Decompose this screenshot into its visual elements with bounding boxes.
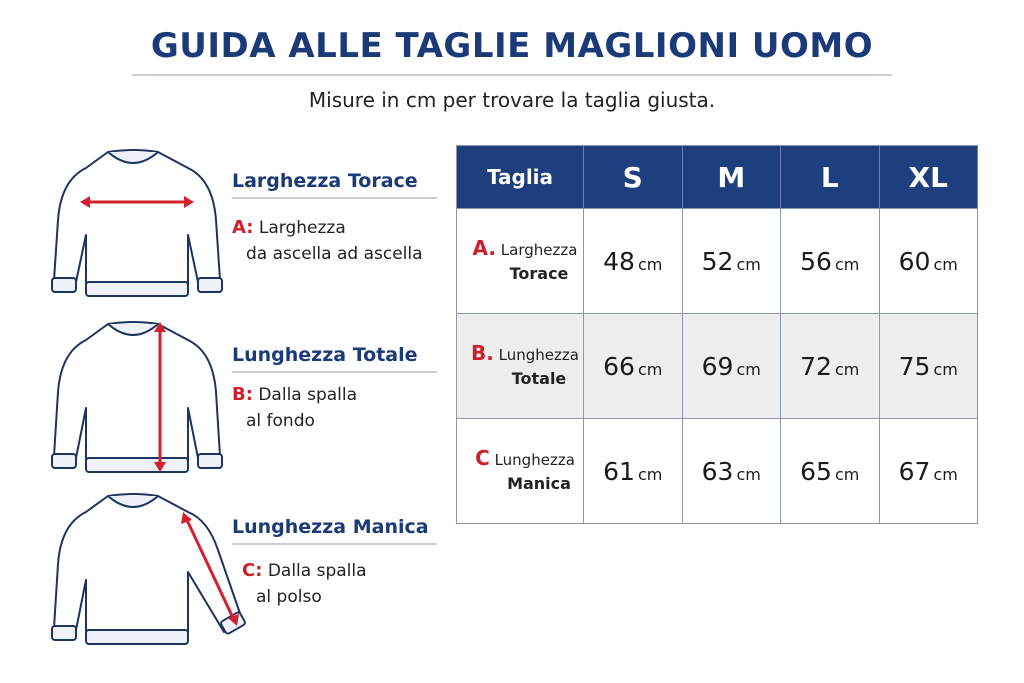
row-letter: B. [471, 341, 494, 365]
heading-divider [232, 371, 437, 373]
row-label: C Lunghezza Manica [457, 419, 584, 524]
sweater-total-length-icon [38, 318, 228, 478]
guide-letter: A [232, 217, 247, 238]
guide-description: C: Dalla spalla al polso [242, 558, 367, 610]
guide-heading: Larghezza Torace [232, 170, 418, 192]
guide-item-sleeve-length [0, 490, 445, 665]
table-cell: 66 cm [584, 314, 683, 419]
row-label: A. Larghezza Torace [457, 209, 584, 314]
row-letter: A. [472, 236, 496, 260]
table-cell: 65 cm [781, 419, 880, 524]
table-header-row [457, 146, 978, 209]
page-subtitle: Misure in cm per trovare la taglia giusta. [308, 88, 716, 112]
guide-line-2: da ascella ad ascella [246, 244, 423, 264]
page-title: GUIDA ALLE TAGLIE MAGLIONI UOMO [150, 26, 874, 66]
size-header-m: M [682, 146, 781, 209]
guide-line-2: al polso [256, 587, 322, 607]
heading-divider [232, 543, 437, 545]
table-cell: 63 cm [682, 419, 781, 524]
guide-description: B: Dalla spalla al fondo [232, 382, 357, 434]
guide-heading: Lunghezza Manica [232, 516, 429, 538]
table-row-total-length [457, 314, 978, 419]
size-header-l: L [781, 146, 880, 209]
guide-line-1: Dalla spalla [258, 385, 358, 405]
sweater-sleeve-length-icon [38, 490, 256, 650]
table-cell: 60 cm [879, 209, 978, 314]
guide-letter: C [242, 560, 256, 581]
table-row-sleeve-length [457, 419, 978, 524]
table-cell: 52 cm [682, 209, 781, 314]
table-cell: 69 cm [682, 314, 781, 419]
size-header-xl: XL [879, 146, 978, 209]
sweater-chest-width-icon [38, 140, 228, 305]
table-cell: 67 cm [879, 419, 978, 524]
guide-line-2: al fondo [246, 411, 315, 431]
guide-line-1: Larghezza [258, 218, 346, 238]
heading-divider [232, 197, 437, 199]
table-cell: 72 cm [781, 314, 880, 419]
size-chart-table [456, 145, 978, 524]
title-divider [132, 74, 892, 76]
table-row-chest [457, 209, 978, 314]
table-cell: 56 cm [781, 209, 880, 314]
size-column-header: Taglia [457, 146, 584, 209]
guide-description: A: Larghezza da ascella ad ascella [232, 215, 423, 267]
table-cell: 61 cm [584, 419, 683, 524]
guide-heading: Lunghezza Totale [232, 344, 418, 366]
guide-letter: B [232, 384, 246, 405]
table-cell: 75 cm [879, 314, 978, 419]
row-letter: C [475, 446, 490, 470]
guide-item-chest [0, 140, 445, 315]
row-label: B. Lunghezza Totale [457, 314, 584, 419]
guide-item-total-length [0, 318, 445, 493]
table-cell: 48 cm [584, 209, 683, 314]
size-header-s: S [584, 146, 683, 209]
guide-line-1: Dalla spalla [267, 561, 367, 581]
